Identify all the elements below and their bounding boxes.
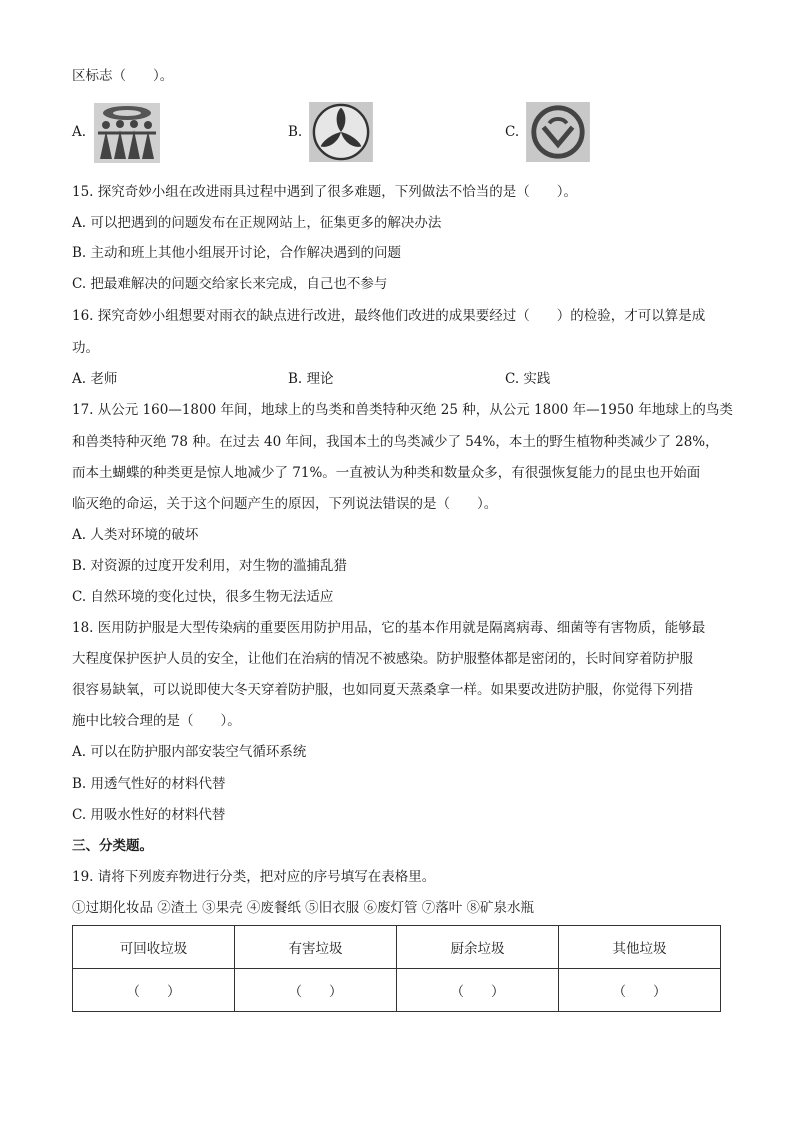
green-food-logo-icon [525,102,591,162]
q14-option-c-label: C. [505,124,520,140]
sorting-table [72,925,721,1012]
answer-blank-other[interactable]: （ ） [559,969,721,1012]
q14-option-b-label: B. [288,124,303,140]
q18-stem-line2: 大程度保护医护人员的安全，让他们在治病的情况不被感染。防护服整体都是密闭的，长时间穿着防护服 [72,651,693,667]
q15-option-a: A. 可以把遇到的问题发布在正规网站上，征集更多的解决办法 [72,215,442,231]
q17-option-a: A. 人类对环境的破坏 [72,527,199,543]
q15-option-c: C. 把最难解决的问题交给家长来完成，自己也不参与 [72,276,388,292]
q14-stem-tail: 区标志（ ）。 [72,68,174,84]
table-header-row [73,926,721,969]
people-tree-icon [94,103,160,163]
q16-stem-line2: 功。 [72,340,99,356]
table-header-recyclable: 可回收垃圾 [73,926,235,969]
table-answer-row [73,969,721,1012]
q15-option-b: B. 主动和班上其他小组展开讨论，合作解决遇到的问题 [72,245,402,261]
table-header-hazardous: 有害垃圾 [235,926,397,969]
q18-stem-line1: 18. 医用防护服是大型传染病的重要医用防护用品，它的基本作用就是隔离病毒、细菌等有害物质，能够最 [72,620,706,636]
three-leaf-circle-icon [308,102,374,162]
q19-items: ①过期化妆品 ②渣土 ③果壳 ④废餐纸 ⑤旧衣服 ⑥废灯管 ⑦落叶 ⑧矿泉水瓶 [72,900,535,916]
q16-option-a: A. 老师 [72,371,118,387]
q17-stem-line3: 而本土蝴蝶的种类更是惊人地减少了 71%。一直被认为种类和数量众多，有很强恢复能力的昆虫也开始面 [72,465,701,481]
answer-blank-recyclable[interactable]: （ ） [73,969,235,1012]
answer-blank-hazardous[interactable]: （ ） [235,969,397,1012]
q18-option-c: C. 用吸水性好的材料代替 [72,807,226,823]
q17-stem-line4: 临灭绝的命运，关于这个问题产生的原因，下列说法错误的是（ ）。 [72,496,498,512]
q15-stem: 15. 探究奇妙小组在改进雨具过程中遇到了很多难题，下列做法不恰当的是（ ）。 [72,184,578,200]
q17-stem-line1: 17. 从公元 160—1800 年间，地球上的鸟类和兽类特种灭绝 25 种，从公元 1800 年—1950 年地球上的鸟类 [72,402,733,418]
q17-option-c: C. 自然环境的变化过快，很多生物无法适应 [72,589,334,605]
q14-option-a-label: A. [72,124,87,140]
q19-stem: 19. 请将下列废弃物进行分类，把对应的序号填写在表格里。 [72,869,436,885]
q16-stem-line1: 16. 探究奇妙小组想要对雨衣的缺点进行改进，最终他们改进的成果要经过（ ）的检验，才可以算是成 [72,308,706,324]
table-header-kitchen: 厨余垃圾 [397,926,559,969]
q17-option-b: B. 对资源的过度开发利用，对生物的滥捕乱猎 [72,558,348,574]
q18-option-a: A. 可以在防护服内部安装空气循环系统 [72,744,307,760]
q18-stem-line4: 施中比较合理的是（ ）。 [72,713,241,729]
q16-option-b: B. 理论 [288,371,334,387]
section-title: 三、分类题。 [72,838,153,854]
q18-stem-line3: 很容易缺氧，可以说即使大冬天穿着防护服，也如同夏天蒸桑拿一样。如果要改进防护服，你觉得下列措 [72,682,693,698]
q16-option-c: C. 实践 [505,371,551,387]
q18-option-b: B. 用透气性好的材料代替 [72,776,226,792]
table-header-other: 其他垃圾 [559,926,721,969]
q17-stem-line2: 和兽类特种灭绝 78 种。在过去 40 年间，我国本土的鸟类减少了 54%，本土的野生植物种类减少了 28%， [72,434,719,450]
answer-blank-kitchen[interactable]: （ ） [397,969,559,1012]
